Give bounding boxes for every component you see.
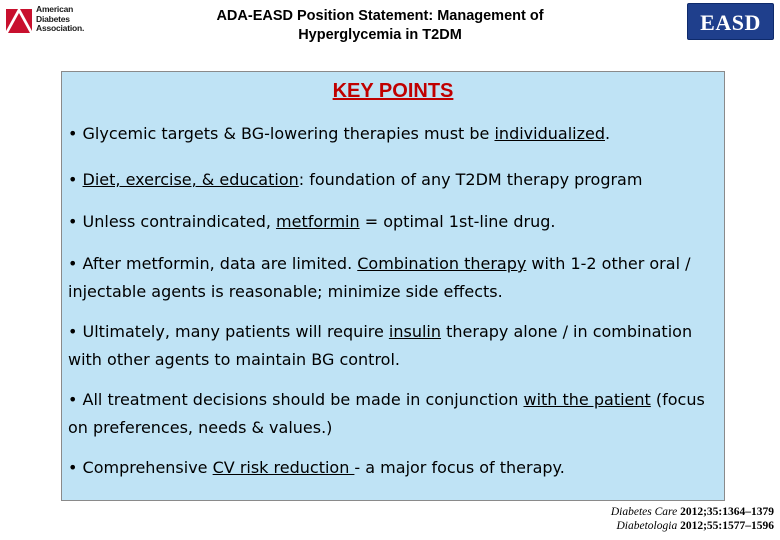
key-point-7: [68, 454, 565, 482]
ada-logo: [4, 3, 100, 37]
key-point-1: [68, 120, 610, 148]
key-point-text: : foundation of any T2DM therapy program: [298, 170, 643, 189]
key-point-text: • Glycemic targets & BG-lowering therapies must be: [68, 124, 495, 143]
key-point-text: .: [604, 124, 611, 143]
key-points-panel: [61, 71, 725, 501]
key-point-text: - a major focus of therapy.: [354, 458, 565, 477]
key-point-emphasis: CV risk reduction: [212, 458, 355, 477]
key-point-text: = optimal 1st-line drug.: [359, 212, 556, 231]
ada-triangle-logo-icon: [4, 5, 34, 35]
ada-logo-line3: Association.: [36, 23, 85, 33]
key-point-text: •: [68, 170, 83, 189]
key-point-text: • Ultimately, many patients will require: [68, 322, 389, 341]
panel-title: [62, 79, 724, 103]
citation-reference: 2012;55:1577–1596: [677, 520, 774, 532]
citation-line1: [611, 505, 774, 519]
ada-logo-text: [36, 5, 84, 34]
easd-logo-text: EASD: [700, 10, 761, 35]
easd-logo: [687, 3, 774, 40]
citation-journal: Diabetologia: [616, 520, 678, 532]
citation-journal: Diabetes Care: [610, 506, 678, 518]
citation-line2: [611, 519, 774, 533]
slide-title-line2: Hyperglycemia in T2DM: [298, 27, 462, 43]
key-point-emphasis: Combination therapy: [357, 254, 527, 273]
key-point-5: [68, 318, 718, 374]
key-point-text: • All treatment decisions should be made in conjunction: [68, 390, 524, 409]
key-point-6: [68, 386, 718, 442]
key-point-emphasis: individualized: [494, 124, 605, 143]
key-point-text: with 1-2 other oral / injectable agents is reasonable; minimize side effects.: [68, 254, 691, 301]
key-point-2: [68, 166, 642, 194]
panel-title-text: KEY POINTS: [332, 80, 454, 102]
key-point-text: • Comprehensive: [68, 458, 213, 477]
key-point-text: • After metformin, data are limited.: [68, 254, 358, 273]
key-point-3: [68, 208, 555, 236]
key-point-emphasis: insulin: [388, 322, 442, 341]
slide-title: [160, 7, 600, 45]
citation-reference: 2012;35:1364–1379: [677, 506, 774, 518]
key-point-text: therapy alone / in combination with other agents to maintain BG control.: [68, 322, 693, 369]
key-point-4: [68, 250, 718, 306]
key-point-emphasis: metformin: [276, 212, 360, 231]
key-point-emphasis: Diet, exercise, & education: [82, 170, 299, 189]
citation: [611, 505, 774, 533]
ada-logo-line1: American: [36, 4, 74, 14]
slide-title-line1: ADA-EASD Position Statement: Management of: [216, 8, 544, 24]
key-point-text: • Unless contraindicated,: [68, 212, 277, 231]
ada-logo-line2: Diabetes: [36, 13, 70, 24]
key-point-emphasis: with the patient: [523, 390, 651, 409]
key-point-text: (focus on preferences, needs & values.): [68, 390, 705, 437]
